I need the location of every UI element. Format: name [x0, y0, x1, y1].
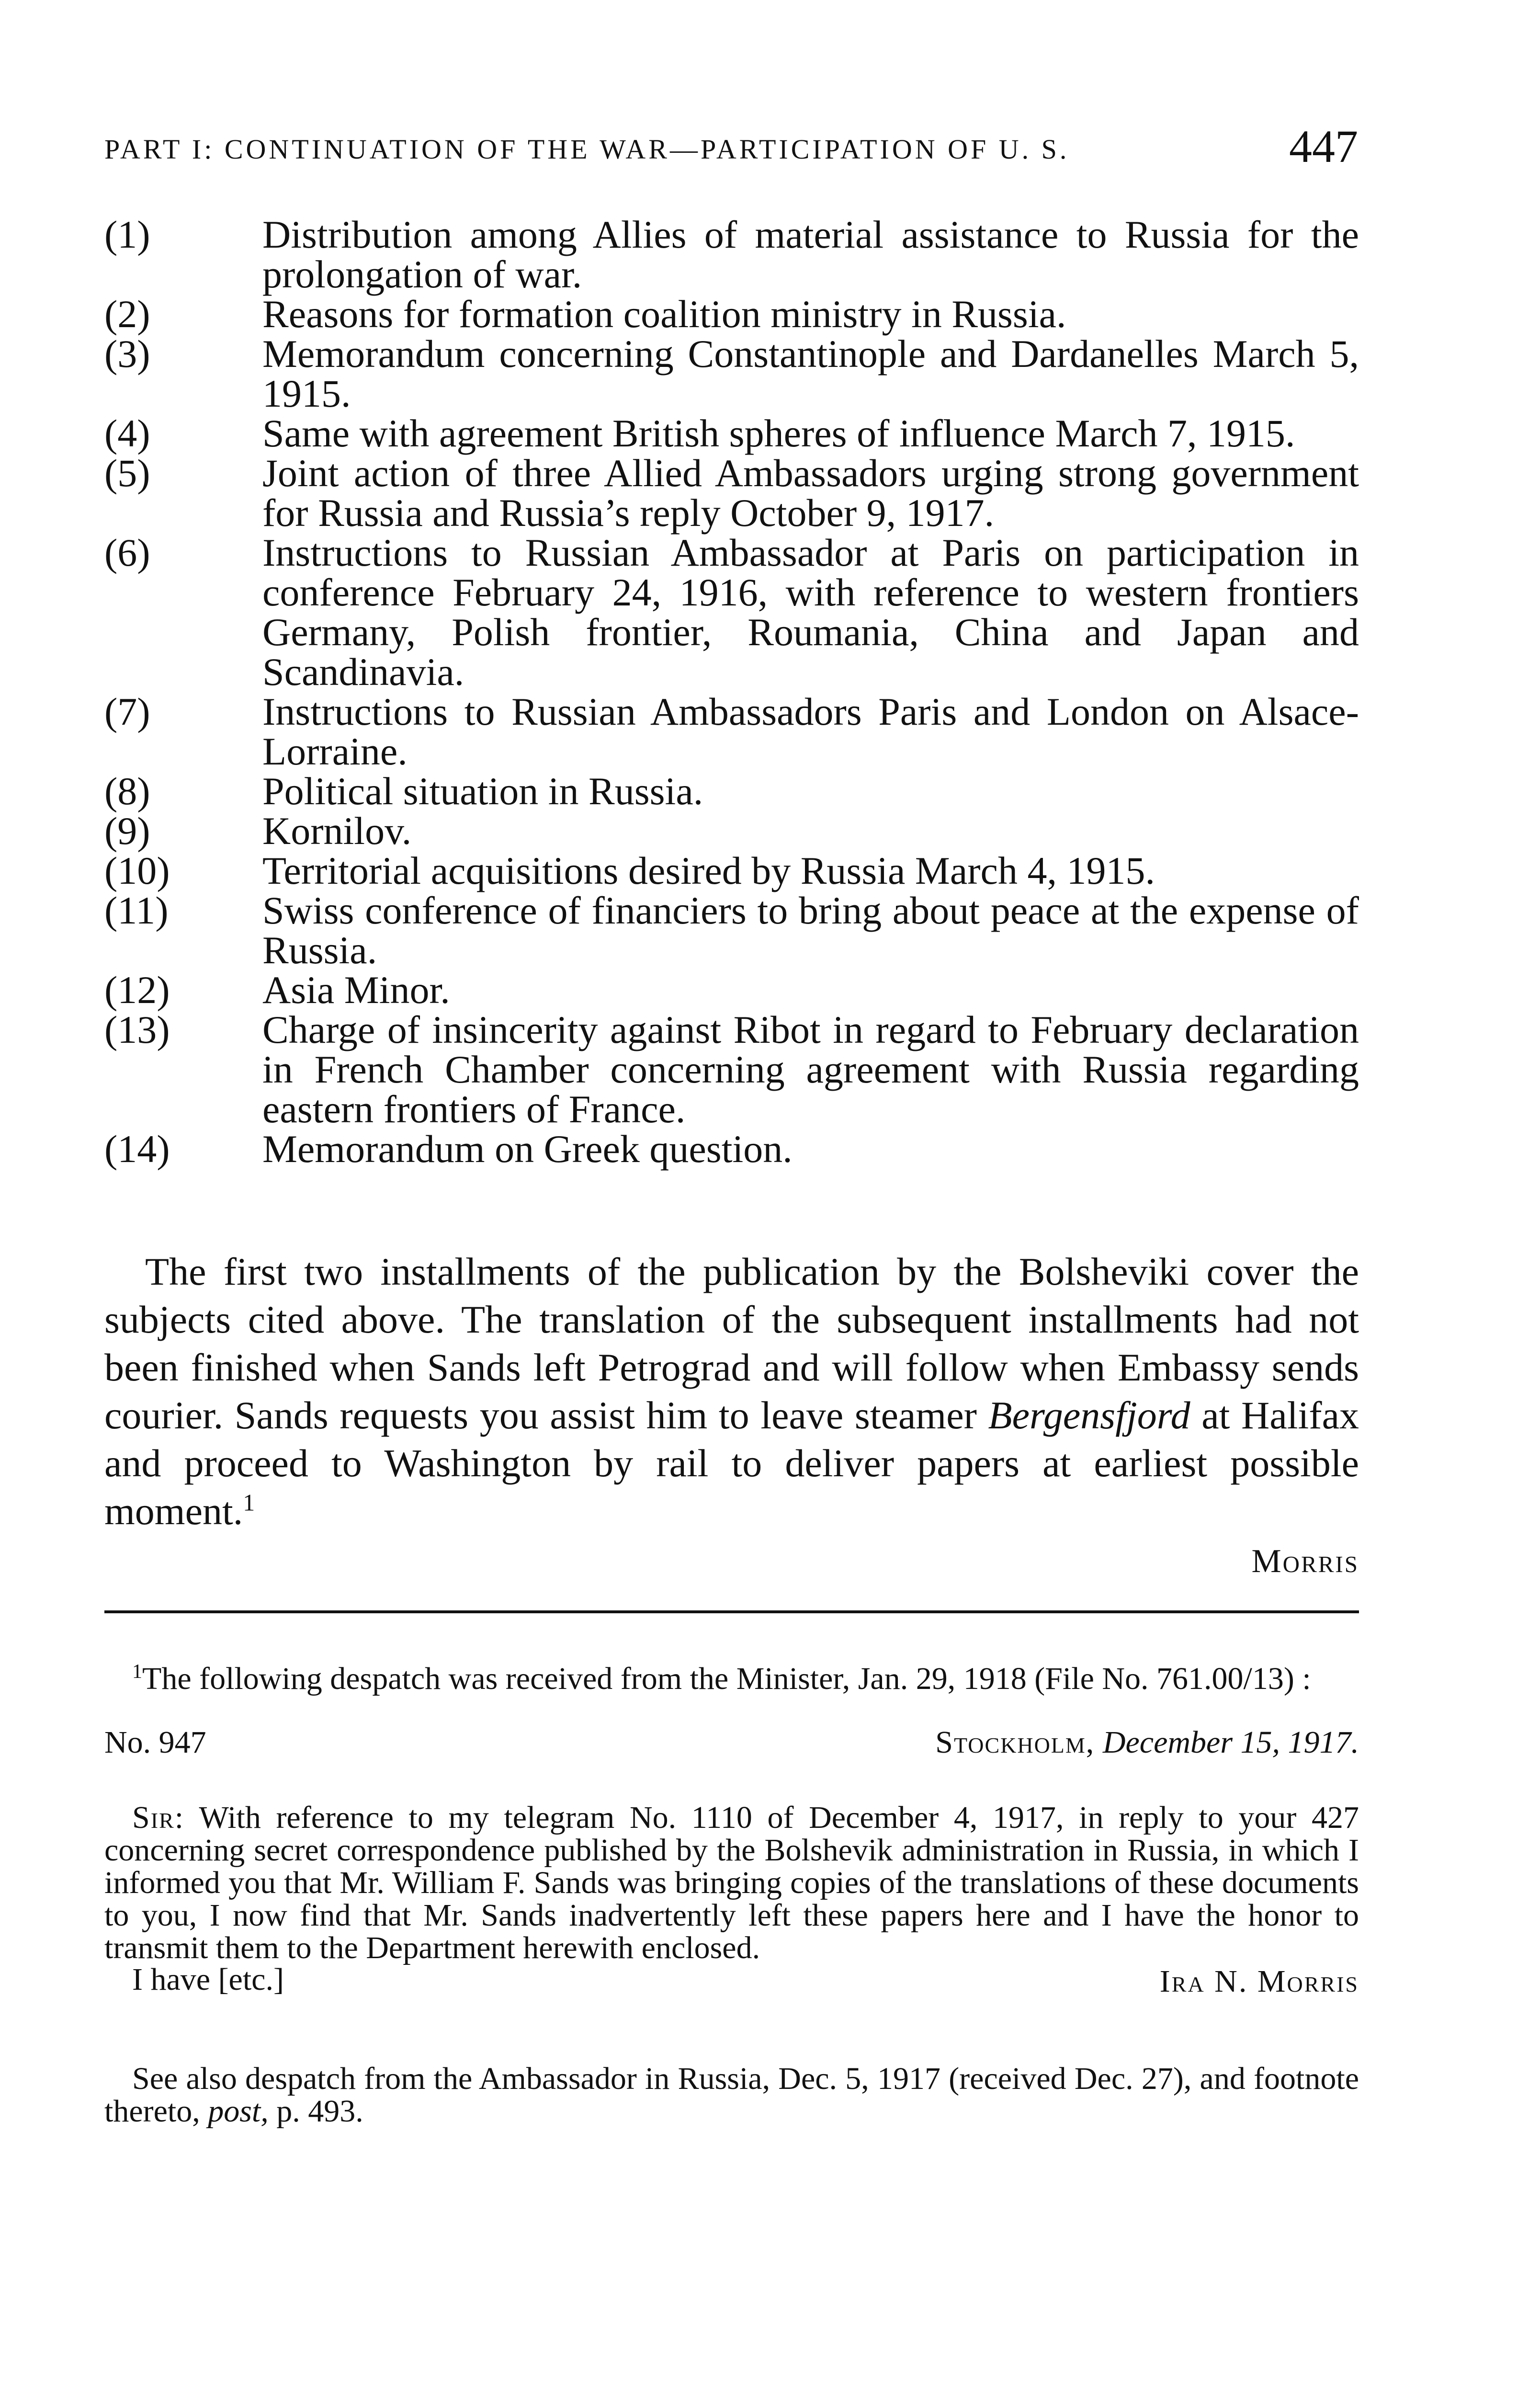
letter-salutation: Sir: [132, 1800, 185, 1835]
list-item-text: Reasons for formation coalition ministry in Russia. [262, 292, 1066, 336]
letter-body: With reference to my telegram No. 1110 of December 4, 1917, in reply to your 427 concerning secret correspondence published by the Bolshevik administration in Russia, in which I informed you that Mr. William F. Sands was bringing copies of the translations of these documents to you, I now find that Mr. Sands inadvertently left these papers here and I have the honor to transmit them to the Department herewith enclosed. [104, 1800, 1359, 1965]
list-item [104, 215, 1359, 294]
list-item [104, 811, 1359, 851]
see-also-note [104, 2063, 1359, 2128]
running-head-title: PART I: CONTINUATION OF THE WAR—PARTICIPATION OF U. S. [104, 134, 1070, 165]
list-item-number: (3) [104, 332, 150, 376]
despatch-letter [104, 1802, 1359, 1964]
list-item [104, 533, 1359, 692]
list-item-number: (12) [104, 968, 170, 1012]
list-item-number: (11) [104, 889, 169, 932]
footnote-intro [104, 1663, 1359, 1695]
list-item-text: Memorandum on Greek question. [262, 1127, 793, 1171]
footnote-marker: 1 [132, 1661, 142, 1683]
list-item-number: (14) [104, 1127, 170, 1171]
list-item-number: (6) [104, 531, 150, 574]
list-item-number: (2) [104, 292, 150, 336]
list-item [104, 413, 1359, 453]
footnote-reference: 1 [243, 1489, 255, 1516]
list-item-text: Instructions to Russian Ambassadors Paris and London on Alsace-Lorraine. [262, 690, 1359, 773]
body-paragraph [104, 1248, 1359, 1535]
paragraph-text-before-ship: The first two installments of the publication by the Bolsheviki cover the subjects cited above. The translation of the subsequent installments had not been finished when Sands left Petrograd and will follow when Embassy sends courier. Sands requests you assist him to leave steamer [104, 1250, 1359, 1437]
despatch-number: No. 947 [104, 1725, 206, 1760]
list-item [104, 771, 1359, 811]
list-item-text: Distribution among Allies of material assistance to Russia for the prolongation of war. [262, 213, 1359, 296]
list-item-text: Same with agreement British spheres of influence March 7, 1915. [262, 411, 1295, 455]
despatch-date: December 15, 1917. [1102, 1725, 1359, 1760]
list-item-number: (13) [104, 1008, 170, 1051]
list-item [104, 692, 1359, 771]
signature: Morris [1251, 1543, 1359, 1580]
list-item [104, 851, 1359, 890]
letter-closing-line [104, 1962, 1359, 2000]
footnote-divider [104, 1610, 1359, 1613]
list-item [104, 1010, 1359, 1129]
list-item-text: Memorandum concerning Constantinople and Dardanelles March 5, 1915. [262, 332, 1359, 415]
subject-list [104, 215, 1359, 1169]
ship-name: Bergensfjord [988, 1393, 1190, 1437]
list-item-number: (1) [104, 213, 150, 256]
list-item-text: Kornilov. [262, 809, 412, 853]
list-item [104, 294, 1359, 334]
footnote-intro-text: The following despatch was received from the Minister, Jan. 29, 1918 (File No. 761.00/13) : [142, 1661, 1311, 1696]
paragraph-text-after-ship: at Halifax and proceed to Washington by rail to deliver papers at earliest possible moment. [104, 1393, 1359, 1533]
list-item-number: (8) [104, 769, 150, 813]
see-also-reference: post, [208, 2094, 269, 2129]
letter-signer: Ira N. Morris [1159, 1964, 1359, 1999]
see-also-page: p. 493. [268, 2094, 363, 2129]
list-item-number: (9) [104, 809, 150, 853]
list-item-text: Charge of insincerity against Ribot in regard to February declaration in French Chamber concerning agreement with Russia regarding eastern frontiers of France. [262, 1008, 1359, 1131]
list-item-text: Swiss conference of financiers to bring about peace at the expense of Russia. [262, 889, 1359, 972]
list-item-number: (10) [104, 849, 170, 892]
list-item-text: Asia Minor. [262, 968, 450, 1012]
running-head [104, 120, 1358, 177]
despatch-place-date [935, 1724, 1359, 1761]
list-item-number: (4) [104, 411, 150, 455]
list-item-text: Instructions to Russian Ambassador at Paris on participation in conference February 24, 1916, with reference to western frontiers Germany, Polish frontier, Roumania, China and Japan and Scandinavia. [262, 531, 1359, 694]
see-also-text: See also despatch from the Ambassador in Russia, Dec. 5, 1917 (received Dec. 27), and footnote thereto, [104, 2061, 1359, 2129]
list-item-number: (5) [104, 451, 150, 495]
list-item [104, 453, 1359, 533]
despatch-place: Stockholm, [935, 1725, 1095, 1760]
page-number: 447 [1289, 121, 1358, 172]
despatch-header [104, 1724, 1359, 1763]
list-item [104, 1129, 1359, 1169]
letter-closing: I have [etc.] [132, 1962, 284, 1997]
list-item-text: Joint action of three Allied Ambassadors urging strong government for Russia and Russia’s reply October 9, 1917. [262, 451, 1359, 535]
list-item-text: Political situation in Russia. [262, 769, 703, 813]
list-item-number: (7) [104, 690, 150, 733]
list-item [104, 970, 1359, 1010]
list-item [104, 890, 1359, 970]
list-item [104, 334, 1359, 413]
list-item-text: Territorial acquisitions desired by Russia March 4, 1915. [262, 849, 1155, 892]
